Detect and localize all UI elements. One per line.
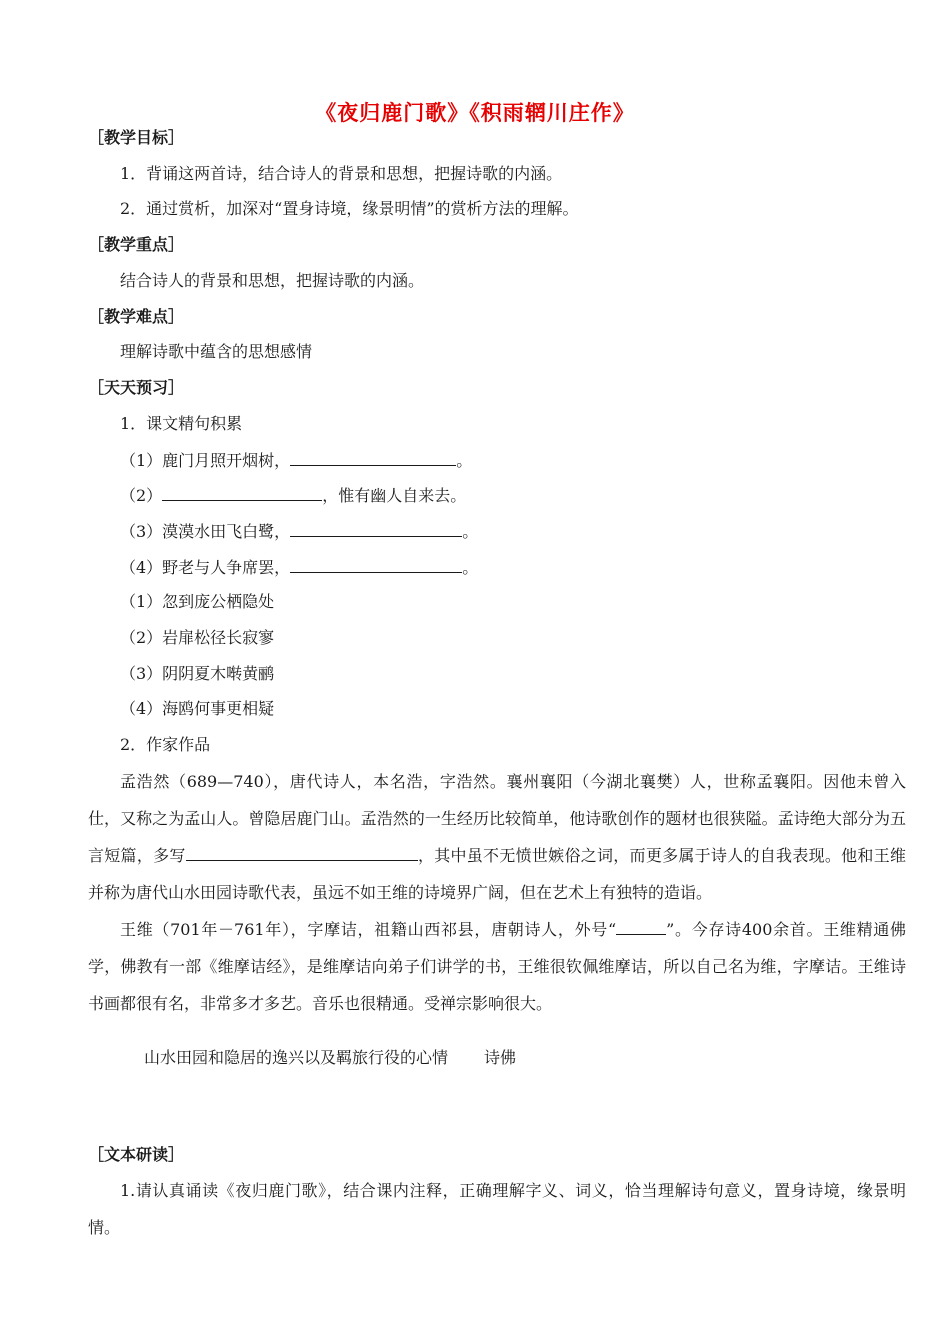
wang-text-part-1: 王维（701年－761年），字摩诘，祖籍山西祁县，唐朝诗人，外号“ bbox=[120, 920, 617, 939]
answer-line-b: 诗佛 bbox=[484, 1048, 517, 1067]
fill-question-1 bbox=[120, 449, 472, 472]
focus-heading: ［教学重点］ bbox=[88, 235, 185, 254]
objective-item-1: 1．背诵这两首诗，结合诗人的背景和思想，把握诗歌的内涵。 bbox=[120, 164, 563, 183]
fill-question-4 bbox=[120, 556, 478, 579]
fill-question-1-prefix: （1）鹿门月照开烟树， bbox=[120, 451, 291, 470]
answer-3: （3）阴阴夏木啭黄鹂 bbox=[120, 664, 275, 683]
fill-question-3-prefix: （3）漠漠水田飞白鹭， bbox=[120, 522, 291, 541]
answer-line-a: 山水田园和隐居的逸兴以及羁旅行役的心情 bbox=[144, 1048, 449, 1067]
answer-blank[interactable] bbox=[290, 556, 462, 573]
preview-sub-2: 2．作家作品 bbox=[120, 735, 211, 754]
fill-question-2 bbox=[120, 484, 466, 507]
wang-wei-paragraph bbox=[88, 911, 906, 1022]
answer-blank[interactable] bbox=[186, 844, 418, 861]
answer-2: （2）岩扉松径长寂寥 bbox=[120, 628, 275, 647]
fill-question-3 bbox=[120, 520, 478, 543]
objectives-heading: ［教学目标］ bbox=[88, 128, 185, 147]
answer-blank[interactable] bbox=[616, 918, 666, 935]
reading-heading: ［文本研读］ bbox=[88, 1145, 185, 1164]
fill-question-2-prefix: （2） bbox=[120, 486, 163, 505]
preview-sub-1: 1．课文精句积累 bbox=[120, 414, 243, 433]
answer-blank[interactable] bbox=[290, 449, 456, 466]
fill-question-1-suffix: 。 bbox=[456, 451, 473, 470]
meng-text-part-2: ，其中虽不无愤世嫉俗之词，而更多属于诗人的自我表现。他和王维并称为唐代山水田园诗歌代表，虽远不如王维的诗境界广阔，但在艺术上有独特的造诣。 bbox=[88, 846, 906, 902]
difficulty-text: 理解诗歌中蕴含的思想感情 bbox=[120, 342, 313, 361]
page-title: 《夜归鹿门歌》《积雨辋川庄作》 bbox=[315, 101, 635, 125]
focus-text: 结合诗人的背景和思想，把握诗歌的内涵。 bbox=[120, 271, 425, 290]
difficulty-heading: ［教学难点］ bbox=[88, 307, 185, 326]
answer-4: （4）海鸥何事更相疑 bbox=[120, 699, 275, 718]
answer-blank[interactable] bbox=[290, 520, 462, 537]
fill-question-2-suffix: ，惟有幽人自来去。 bbox=[322, 486, 467, 505]
fill-question-4-suffix: 。 bbox=[462, 558, 479, 577]
objective-item-2: 2．通过赏析，加深对“置身诗境，缘景明情”的赏析方法的理解。 bbox=[120, 199, 579, 218]
wang-text-part-2: ”。今存诗400余首。王维精通佛学，佛教有一部《维摩诘经》，是维摩诘向弟子们讲学的书，王维很钦佩维摩诘，所以自己名为维，字摩诘。王维诗书画都很有名，非常多才多艺。音乐也很精通。受禅宗影响很大。 bbox=[88, 920, 906, 1013]
fill-question-4-prefix: （4）野老与人争席罢， bbox=[120, 558, 291, 577]
reading-text: 1.请认真诵读《夜归鹿门歌》，结合课内注释，正确理解字义、词义，恰当理解诗句意义，置身诗境，缘景明情。 bbox=[88, 1181, 906, 1237]
answer-blank[interactable] bbox=[162, 484, 322, 501]
meng-text-part-1: 孟浩然（689—740），唐代诗人，本名浩，字浩然。襄州襄阳（今湖北襄樊）人，世称孟襄阳。因他未曾入仕，又称之为孟山人。曾隐居鹿门山。孟浩然的一生经历比较简单，他诗歌创作的题材也很狭隘。孟诗绝大部分为五言短篇，多写 bbox=[88, 772, 906, 865]
fill-question-3-suffix: 。 bbox=[462, 522, 479, 541]
meng-haoran-paragraph bbox=[88, 763, 906, 911]
preview-heading: ［天天预习］ bbox=[88, 378, 185, 397]
answer-1: （1）忽到庞公栖隐处 bbox=[120, 592, 275, 611]
